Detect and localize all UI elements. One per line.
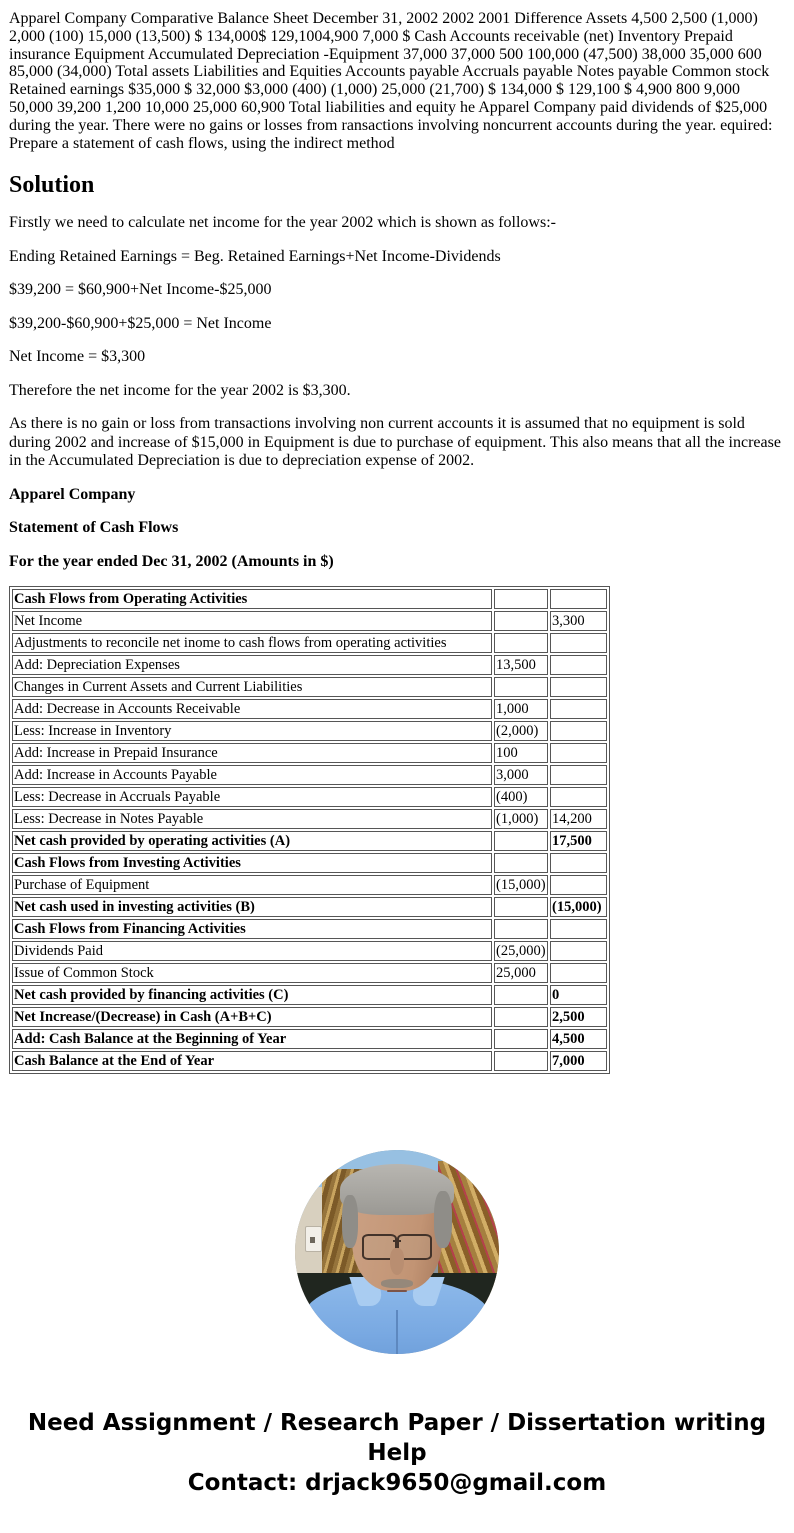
table-row bbox=[12, 897, 607, 917]
amount-cell bbox=[494, 1029, 548, 1049]
row-label: Add: Cash Balance at the Beginning of Year bbox=[12, 1029, 492, 1049]
table-row bbox=[12, 655, 607, 675]
amount-cell bbox=[494, 897, 548, 917]
amount-cell: 3,000 bbox=[494, 765, 548, 785]
total-cell bbox=[550, 699, 607, 719]
amount-cell bbox=[494, 985, 548, 1005]
total-cell: 4,500 bbox=[550, 1029, 607, 1049]
photo-nose bbox=[390, 1248, 404, 1275]
amount-cell: (400) bbox=[494, 787, 548, 807]
row-label: Add: Increase in Prepaid Insurance bbox=[12, 743, 492, 763]
amount-cell bbox=[494, 919, 548, 939]
total-cell bbox=[550, 765, 607, 785]
amount-cell bbox=[494, 611, 548, 631]
amount-cell: 100 bbox=[494, 743, 548, 763]
table-row bbox=[12, 941, 607, 961]
footer-advert bbox=[14, 1408, 780, 1498]
solution-heading: Solution bbox=[9, 172, 95, 199]
statement-period: For the year ended Dec 31, 2002 (Amounts in $) bbox=[9, 552, 334, 570]
table-row bbox=[12, 765, 607, 785]
table-row bbox=[12, 919, 607, 939]
row-label: Dividends Paid bbox=[12, 941, 492, 961]
solution-paragraph: Net Income = $3,300 bbox=[9, 348, 146, 366]
row-label: Add: Decrease in Accounts Receivable bbox=[12, 699, 492, 719]
solution-paragraph: $39,200-$60,900+$25,000 = Net Income bbox=[9, 314, 272, 332]
amount-cell bbox=[494, 589, 548, 609]
total-cell: 2,500 bbox=[550, 1007, 607, 1027]
amount-cell bbox=[494, 677, 548, 697]
row-label: Net cash provided by operating activities (A) bbox=[12, 831, 492, 851]
solution-paragraph: As there is no gain or loss from transactions involving non current accounts it is assumed that no equipment is sold during 2002 and increase of $15,000 in Equipment is due to purchase of equipment. This also means that all the increase in the Accumulated Depreciation is due to depreciation expense of 2002. bbox=[9, 415, 781, 470]
total-cell bbox=[550, 941, 607, 961]
row-label: Purchase of Equipment bbox=[12, 875, 492, 895]
total-cell bbox=[550, 633, 607, 653]
row-label: Net cash used in investing activities (B) bbox=[12, 897, 492, 917]
table-row bbox=[12, 633, 607, 653]
statement-title: Statement of Cash Flows bbox=[9, 519, 179, 537]
total-cell bbox=[550, 743, 607, 763]
table-row bbox=[12, 589, 607, 609]
amount-cell bbox=[494, 1051, 548, 1071]
row-label: Cash Flows from Investing Activities bbox=[12, 853, 492, 873]
total-cell bbox=[550, 589, 607, 609]
amount-cell bbox=[494, 633, 548, 653]
total-cell bbox=[550, 853, 607, 873]
table-row bbox=[12, 1029, 607, 1049]
row-label: Cash Flows from Financing Activities bbox=[12, 919, 492, 939]
photo-hair-side-left bbox=[342, 1195, 358, 1248]
table-row bbox=[12, 853, 607, 873]
amount-cell: (1,000) bbox=[494, 809, 548, 829]
row-label: Less: Increase in Inventory bbox=[12, 721, 492, 741]
table-row bbox=[12, 743, 607, 763]
total-cell: 14,200 bbox=[550, 809, 607, 829]
solution-paragraph: Therefore the net income for the year 2002 is $3,300. bbox=[9, 381, 351, 399]
total-cell bbox=[550, 963, 607, 983]
photo-glasses-bridge bbox=[393, 1240, 401, 1242]
amount-cell: 25,000 bbox=[494, 963, 548, 983]
tutor-photo bbox=[295, 1150, 499, 1354]
amount-cell bbox=[494, 831, 548, 851]
table-row bbox=[12, 809, 607, 829]
table-row bbox=[12, 875, 607, 895]
statement-company-name: Apparel Company bbox=[9, 485, 136, 503]
amount-cell: (15,000) bbox=[494, 875, 548, 895]
photo-hair-side-right bbox=[434, 1191, 452, 1248]
table-row bbox=[12, 831, 607, 851]
total-cell: (15,000) bbox=[550, 897, 607, 917]
table-row bbox=[12, 699, 607, 719]
solution-paragraph: $39,200 = $60,900+Net Income-$25,000 bbox=[9, 281, 272, 299]
amount-cell: 13,500 bbox=[494, 655, 548, 675]
cash-flow-table bbox=[9, 586, 610, 1074]
amount-cell bbox=[494, 1007, 548, 1027]
table-row bbox=[12, 985, 607, 1005]
amount-cell: (2,000) bbox=[494, 721, 548, 741]
photo-mustache bbox=[381, 1279, 414, 1288]
problem-statement: Apparel Company Comparative Balance Sheet December 31, 2002 2002 2001 Difference Assets 4,500 2,500 (1,000) 2,000 (100) 15,000 (13,500) $ 134,000$ 129,1004,900 7,000 $ Cash Accounts receivable (net) Inventory Prepaid insurance Equipment Accumulated Depreciation -Equipment 37,000 37,000 500 100,000 (47,500) 38,000 35,000 600 85,000 (34,000) Total assets Liabilities and Equities Accounts payable Accruals payable Notes payable Common stock Retained earnings $35,000 $ 32,000 $3,000 (400) (1,000) 25,000 (21,700) $ 134,000 $ 129,100 $ 4,900 800 9,000 50,000 39,200 1,200 10,000 25,000 60,900 Total liabilities and equity he Apparel Company paid dividends of $25,000 during the year. There were no gains or losses from ransactions involving noncurrent accounts during the year. equired: Prepare a statement of cash flows, using the indirect method bbox=[9, 10, 773, 152]
row-label: Net cash provided by financing activities (C) bbox=[12, 985, 492, 1005]
row-label: Issue of Common Stock bbox=[12, 963, 492, 983]
amount-cell: 1,000 bbox=[494, 699, 548, 719]
table-row bbox=[12, 721, 607, 741]
table-row bbox=[12, 1007, 607, 1027]
row-label: Cash Flows from Operating Activities bbox=[12, 589, 492, 609]
footer-contact-email: Contact: drjack9650@gmail.com bbox=[187, 1470, 607, 1497]
total-cell bbox=[550, 875, 607, 895]
total-cell bbox=[550, 655, 607, 675]
row-label: Less: Decrease in Notes Payable bbox=[12, 809, 492, 829]
table-row bbox=[12, 611, 607, 631]
row-label: Add: Depreciation Expenses bbox=[12, 655, 492, 675]
total-cell bbox=[550, 919, 607, 939]
solution-paragraph: Firstly we need to calculate net income for the year 2002 which is shown as follows:- bbox=[9, 214, 556, 232]
photo-mouth bbox=[387, 1290, 407, 1292]
row-label: Less: Decrease in Accruals Payable bbox=[12, 787, 492, 807]
row-label: Add: Increase in Accounts Payable bbox=[12, 765, 492, 785]
footer-help-text: Need Assignment / Research Paper / Dissertation writing Help bbox=[27, 1410, 767, 1467]
total-cell bbox=[550, 677, 607, 697]
total-cell bbox=[550, 787, 607, 807]
total-cell: 7,000 bbox=[550, 1051, 607, 1071]
total-cell bbox=[550, 721, 607, 741]
total-cell: 3,300 bbox=[550, 611, 607, 631]
total-cell: 17,500 bbox=[550, 831, 607, 851]
table-row bbox=[12, 1051, 607, 1071]
total-cell: 0 bbox=[550, 985, 607, 1005]
document-page bbox=[0, 10, 794, 1498]
solution-paragraph: Ending Retained Earnings = Beg. Retained Earnings+Net Income-Dividends bbox=[9, 247, 501, 265]
row-label: Net Increase/(Decrease) in Cash (A+B+C) bbox=[12, 1007, 492, 1027]
table-row bbox=[12, 963, 607, 983]
table-row bbox=[12, 787, 607, 807]
row-label: Changes in Current Assets and Current Liabilities bbox=[12, 677, 492, 697]
photo-light-switch bbox=[305, 1226, 322, 1252]
amount-cell bbox=[494, 853, 548, 873]
photo-shirt-placket bbox=[396, 1310, 398, 1355]
row-label: Net Income bbox=[12, 611, 492, 631]
amount-cell: (25,000) bbox=[494, 941, 548, 961]
row-label: Cash Balance at the End of Year bbox=[12, 1051, 492, 1071]
row-label: Adjustments to reconcile net inome to cash flows from operating activities bbox=[12, 633, 492, 653]
table-row bbox=[12, 677, 607, 697]
